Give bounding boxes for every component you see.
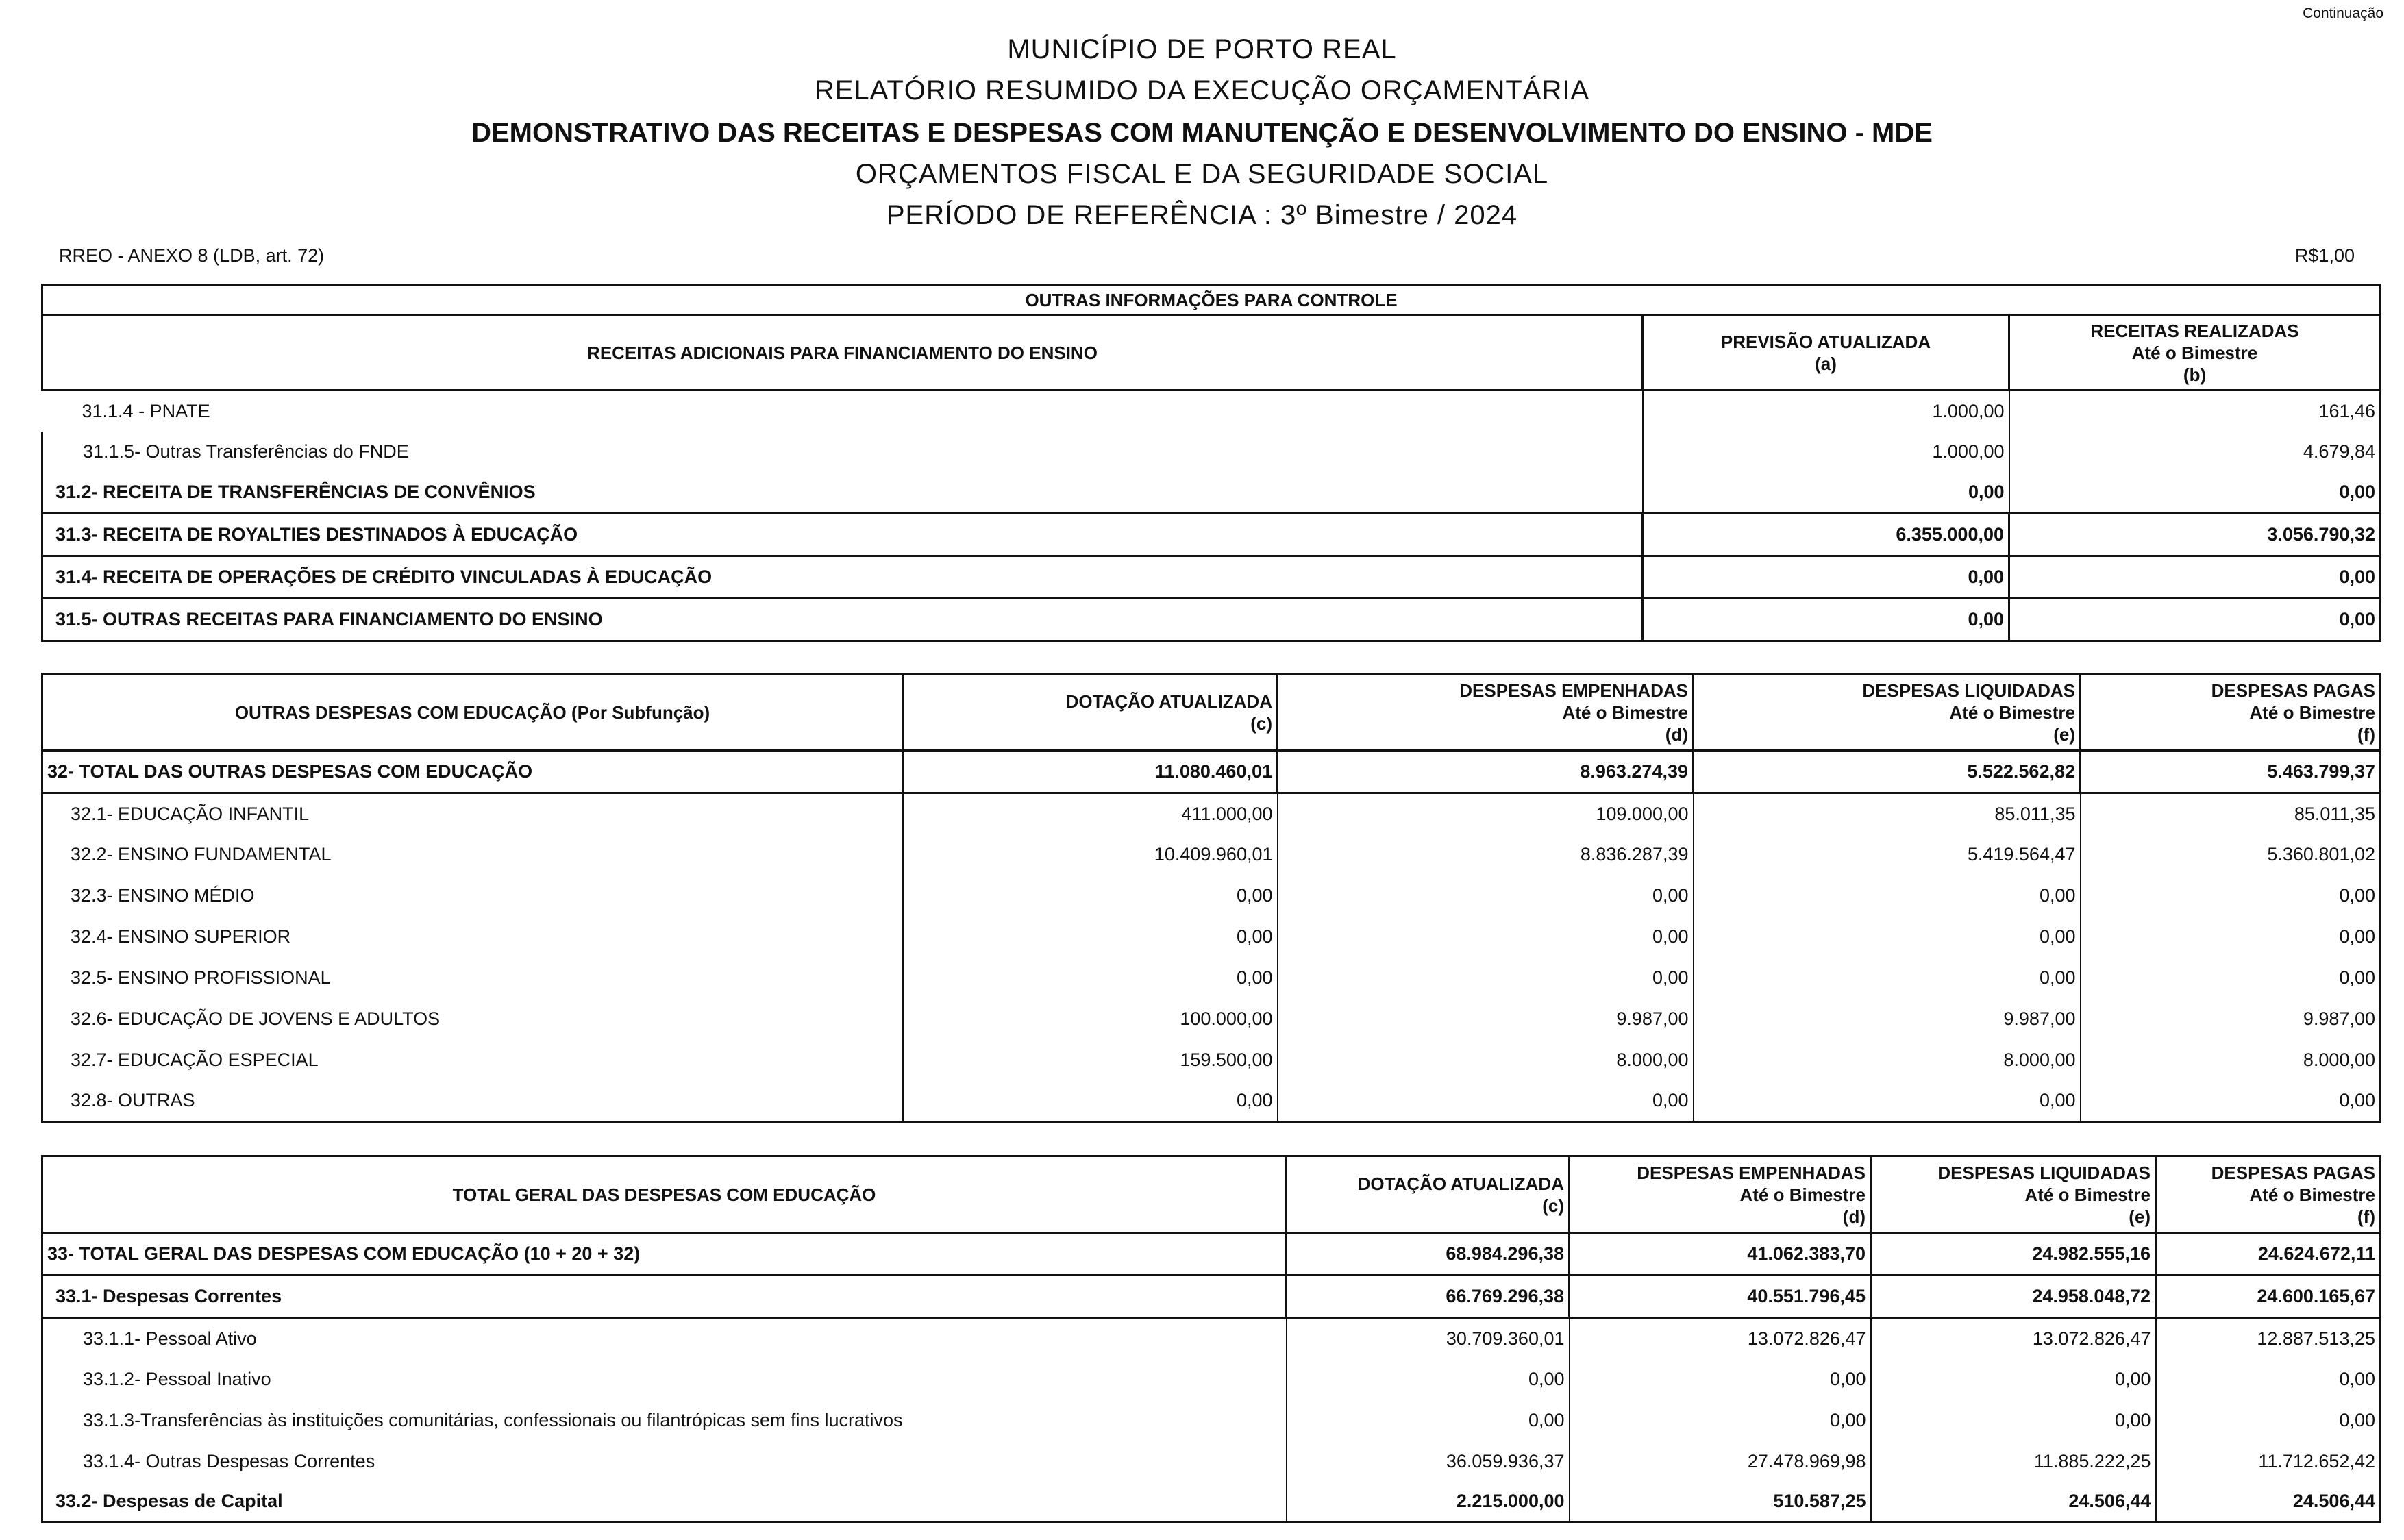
- annex-reference: RREO - ANEXO 8 (LDB, art. 72): [59, 245, 325, 266]
- currency-unit: R$1,00: [2294, 245, 2355, 266]
- table-row-capital-expenses: 33.2- Despesas de Capital 2.215.000,00 510.587,25 24.506,44 24.506,44: [42, 1482, 2381, 1522]
- table-row: 32.3- ENSINO MÉDIO 0,00 0,00 0,00 0,00: [42, 875, 2381, 917]
- table-row: 32.4- ENSINO SUPERIOR 0,00 0,00 0,00 0,00: [42, 917, 2381, 958]
- table-row: 32.6- EDUCAÇÃO DE JOVENS E ADULTOS 100.000,00 9.987,00 9.987,00 9.987,00: [42, 999, 2381, 1040]
- table-row: 32.7- EDUCAÇÃO ESPECIAL 159.500,00 8.000,00 8.000,00 8.000,00: [42, 1040, 2381, 1081]
- municipality-title: MUNICÍPIO DE PORTO REAL: [1007, 34, 1397, 64]
- report-title: RELATÓRIO RESUMIDO DA EXECUÇÃO ORÇAMENTÁRIA: [814, 75, 1590, 105]
- table-row: 31.1.4 - PNATE 1.000,00 161,46: [42, 390, 2381, 432]
- table-row: 33.1.1- Pessoal Ativo 30.709.360,01 13.072.826,47 13.072.826,47 12.887.513,25: [42, 1318, 2381, 1359]
- table-row: 31.3- RECEITA DE ROYALTIES DESTINADOS À EDUCAÇÃO 6.355.000,00 3.056.790,32: [42, 514, 2381, 556]
- table-row: 31.5- OUTRAS RECEITAS PARA FINANCIAMENTO DO ENSINO 0,00 0,00: [42, 599, 2381, 641]
- table-row: 31.2- RECEITA DE TRANSFERÊNCIAS DE CONVÊNIOS 0,00 0,00: [42, 473, 2381, 514]
- column-header-dotacao: DOTAÇÃO ATUALIZADA (c): [903, 674, 1278, 751]
- table-row: 31.1.5- Outras Transferências do FNDE 1.000,00 4.679,84: [42, 432, 2381, 473]
- budget-scope: ORÇAMENTOS FISCAL E DA SEGURIDADE SOCIAL: [855, 159, 1549, 189]
- other-education-expenses-table: [41, 673, 2381, 1123]
- column-header-empenhadas: DESPESAS EMPENHADAS Até o Bimestre (d): [1570, 1156, 1871, 1233]
- table-row: 33.1.4- Outras Despesas Correntes 36.059.936,37 27.478.969,98 11.885.222,25 11.712.652,42: [42, 1441, 2381, 1482]
- table-row: 31.4- RECEITA DE OPERAÇÕES DE CRÉDITO VINCULADAS À EDUCAÇÃO 0,00 0,00: [42, 556, 2381, 599]
- column-header-empenhadas: DESPESAS EMPENHADAS Até o Bimestre (d): [1278, 674, 1694, 751]
- column-header-liquidadas: DESPESAS LIQUIDADAS Até o Bimestre (e): [1694, 674, 2081, 751]
- column-header-realized: RECEITAS REALIZADAS Até o Bimestre (b): [2009, 315, 2381, 390]
- table-title: OUTRAS INFORMAÇÕES PARA CONTROLE: [42, 285, 2381, 315]
- table-row: 32.8- OUTRAS 0,00 0,00 0,00 0,00: [42, 1081, 2381, 1122]
- total-education-expenses-table: [41, 1155, 2381, 1523]
- column-header-dotacao: DOTAÇÃO ATUALIZADA (c): [1287, 1156, 1570, 1233]
- table-row: 33.1.3-Transferências às instituições comunitárias, confessionais ou filantrópicas sem fins lucrativos 0,00 0,00 0,00 0,00: [42, 1400, 2381, 1441]
- table-row-total: 33- TOTAL GERAL DAS DESPESAS COM EDUCAÇÃO (10 + 20 + 32) 68.984.296,38 41.062.383,70 24.982.555,16 24.624.672,11: [42, 1233, 2381, 1276]
- table-row-total: 32- TOTAL DAS OUTRAS DESPESAS COM EDUCAÇÃO 11.080.460,01 8.963.274,39 5.522.562,82 5.463.799,37: [42, 751, 2381, 793]
- table-row: 32.5- ENSINO PROFISSIONAL 0,00 0,00 0,00 0,00: [42, 958, 2381, 999]
- statement-title: DEMONSTRATIVO DAS RECEITAS E DESPESAS COM MANUTENÇÃO E DESENVOLVIMENTO DO ENSINO - MDE: [471, 118, 1933, 148]
- table-row: 33.1.2- Pessoal Inativo 0,00 0,00 0,00 0,00: [42, 1359, 2381, 1400]
- column-header-total-geral: TOTAL GERAL DAS DESPESAS COM EDUCAÇÃO: [42, 1156, 1287, 1233]
- column-header-pagas: DESPESAS PAGAS Até o Bimestre (f): [2081, 674, 2381, 751]
- continuation-label: Continuação: [2303, 5, 2383, 21]
- column-header-subfunction: OUTRAS DESPESAS COM EDUCAÇÃO (Por Subfunção): [42, 674, 903, 751]
- table-row: 32.2- ENSINO FUNDAMENTAL 10.409.960,01 8.836.287,39 5.419.564,47 5.360.801,02: [42, 834, 2381, 875]
- table-row: 32.1- EDUCAÇÃO INFANTIL 411.000,00 109.000,00 85.011,35 85.011,35: [42, 793, 2381, 834]
- column-header-liquidadas: DESPESAS LIQUIDADAS Até o Bimestre (e): [1871, 1156, 2156, 1233]
- table-row-current-expenses: 33.1- Despesas Correntes 66.769.296,38 40.551.796,45 24.958.048,72 24.600.165,67: [42, 1276, 2381, 1318]
- control-info-table: [41, 284, 2381, 642]
- column-header-revenue: RECEITAS ADICIONAIS PARA FINANCIAMENTO DO ENSINO: [42, 315, 1643, 390]
- column-header-pagas: DESPESAS PAGAS Até o Bimestre (f): [2156, 1156, 2381, 1233]
- column-header-forecast: PREVISÃO ATUALIZADA (a): [1643, 315, 2009, 390]
- reference-period: PERÍODO DE REFERÊNCIA : 3º Bimestre / 2024: [886, 200, 1518, 230]
